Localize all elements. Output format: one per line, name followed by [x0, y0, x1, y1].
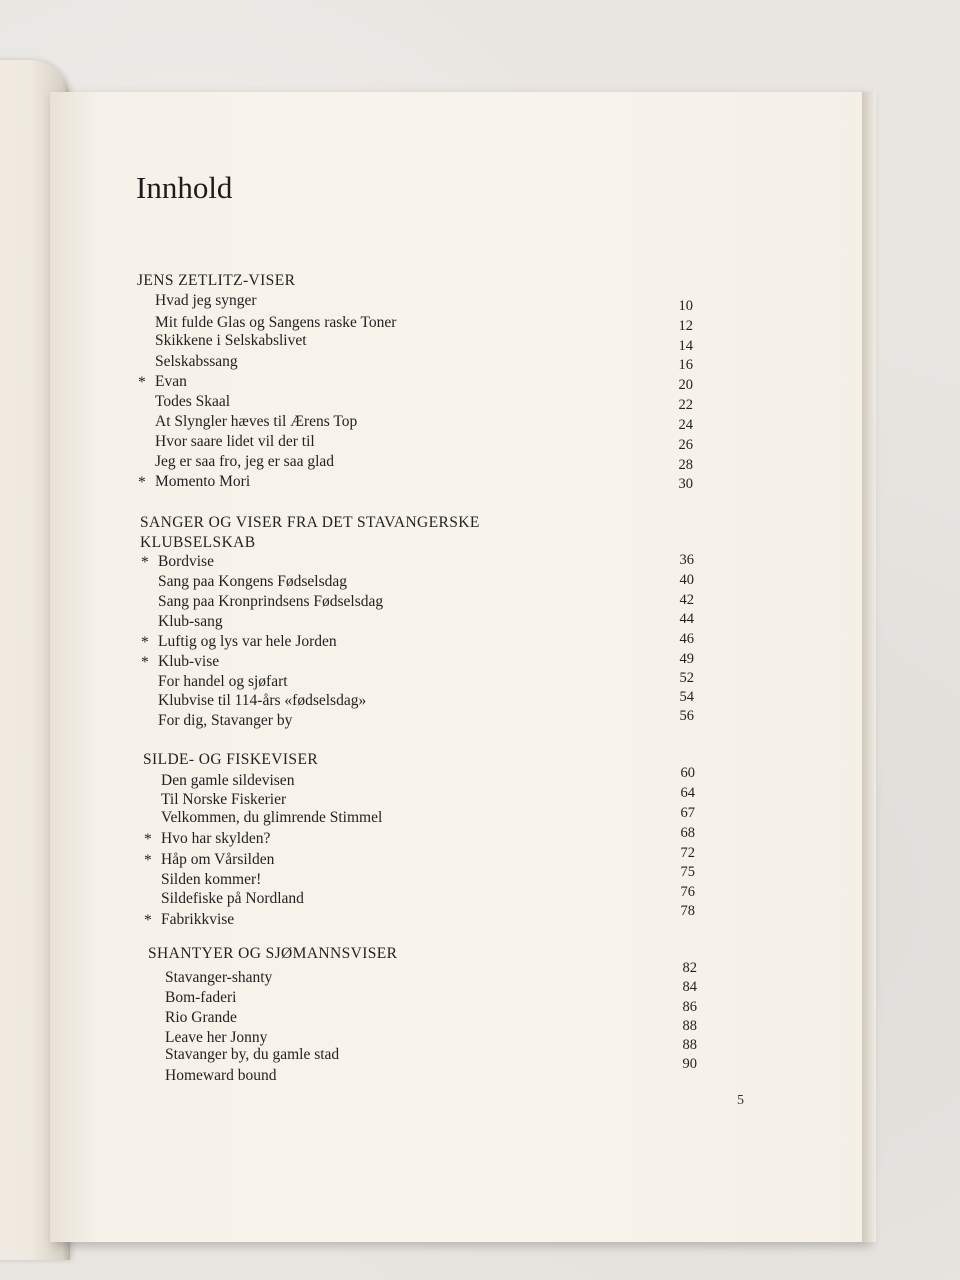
toc-entry-page: 49 [679, 651, 694, 667]
toc-entry-page: 75 [680, 864, 695, 880]
toc-entry-title: Bordvise [158, 553, 214, 570]
toc-entry-title: Til Norske Fiskerier [161, 791, 287, 808]
toc-entry-title: Todes Skaal [155, 393, 231, 410]
toc-entry-page: 67 [680, 805, 695, 821]
toc-entry-page: 84 [682, 979, 697, 995]
section-heading: SANGER OG VISER FRA DET STAVANGERSKE [140, 514, 480, 531]
entry-marker: * [138, 474, 146, 491]
toc-entry-title: Sang paa Kongens Fødselsdag [158, 573, 347, 590]
toc-entry-page: 68 [680, 825, 695, 841]
toc-entry-title: Leave her Jonny [165, 1029, 268, 1046]
toc-entry-title: Selskabssang [155, 353, 238, 370]
toc-entry-title: Klub-sang [158, 613, 223, 630]
toc-entry-title: Hvo har skylden? [161, 830, 271, 847]
toc-entry-title: Bom-faderi [165, 989, 237, 1006]
section-heading: SHANTYER OG SJØMANNSVISER [148, 945, 398, 962]
toc-entry-page: 88 [682, 1018, 697, 1034]
toc-entry-page: 90 [682, 1056, 697, 1072]
toc-entry-page: 36 [679, 552, 694, 568]
toc-entry-title: Luftig og lys var hele Jorden [158, 633, 337, 650]
entry-marker: * [144, 831, 152, 848]
toc-entry-page: 56 [679, 708, 694, 724]
toc-entry-page: 16 [678, 357, 693, 373]
toc-entry-title: Jeg er saa fro, jeg er saa glad [155, 453, 335, 470]
toc-entry-title: Fabrikkvise [161, 911, 235, 928]
toc-entry-title: Rio Grande [165, 1009, 237, 1026]
toc-entry-title: Velkommen, du glimrende Stimmel [161, 809, 383, 826]
toc-entry-page: 24 [678, 417, 693, 433]
toc-entry-page: 46 [679, 631, 694, 647]
toc-entry-title: Klub-vise [158, 653, 220, 670]
toc-entry-title: Hvor saare lidet vil der til [155, 433, 315, 450]
toc-entry-title: For dig, Stavanger by [158, 712, 293, 729]
entry-marker: * [144, 912, 152, 929]
toc-entry-title: Homeward bound [165, 1067, 277, 1084]
toc-entry-page: 52 [679, 670, 694, 686]
toc-entry-page: 64 [680, 785, 695, 801]
entry-marker: * [141, 654, 149, 671]
toc-entry-title: Hvad jeg synger [155, 292, 257, 309]
page-title: Innhold [136, 170, 233, 205]
section-heading: KLUBSELSKAB [140, 534, 256, 551]
toc-entry-title: Stavanger-shanty [165, 969, 273, 986]
toc-entry-page: 60 [680, 765, 695, 781]
toc-entry-page: 28 [678, 457, 693, 473]
toc-entry-page: 14 [678, 338, 693, 354]
toc-entry-title: Klubvise til 114-års «fødselsdag» [158, 692, 367, 709]
toc-entry-title: Silden kommer! [161, 871, 262, 888]
toc-entry-title: For handel og sjøfart [158, 673, 288, 690]
toc-entry-page: 88 [682, 1037, 697, 1053]
toc-entry-page: 54 [679, 689, 694, 705]
toc-entry-page: 72 [680, 845, 695, 861]
toc-entry-page: 76 [680, 884, 695, 900]
toc-entry-title: Skikkene i Selskabslivet [155, 332, 307, 349]
toc-entry-title: At Slyngler hæves til Ærens Top [155, 413, 358, 430]
toc-entry-title: Mit fulde Glas og Sangens raske Toner [155, 314, 397, 331]
toc-entry-page: 12 [678, 318, 693, 334]
toc-entry-title: Momento Mori [155, 473, 251, 490]
toc-entry-title: Sang paa Kronprindsens Fødselsdag [158, 593, 384, 610]
toc-entry-title: Den gamle sildevisen [161, 772, 295, 789]
toc-entry-page: 30 [678, 476, 693, 492]
toc-entry-page: 86 [682, 999, 697, 1015]
toc-entry-page: 26 [678, 437, 693, 453]
toc-entry-title: Evan [155, 373, 187, 390]
toc-entry-page: 44 [679, 611, 694, 627]
entry-marker: * [141, 554, 149, 571]
entry-marker: * [144, 852, 152, 869]
toc-entry-page: 42 [679, 592, 694, 608]
entry-marker: * [141, 634, 149, 651]
toc-entry-page: 82 [682, 960, 697, 976]
entry-marker: * [138, 374, 146, 391]
toc-entry-title: Håp om Vårsilden [161, 851, 275, 868]
toc-entry-page: 78 [680, 903, 695, 919]
toc-entry-title: Sildefiske på Nordland [161, 890, 304, 907]
toc-entry-title: Stavanger by, du gamle stad [165, 1046, 340, 1063]
section-heading: SILDE- OG FISKEVISER [143, 751, 319, 768]
toc-entry-page: 10 [678, 298, 693, 314]
page-number: 5 [737, 1093, 744, 1108]
toc-entry-page: 40 [679, 572, 694, 588]
section-heading: JENS ZETLITZ-VISER [137, 272, 296, 289]
toc-entry-page: 22 [678, 397, 693, 413]
toc-entry-page: 20 [678, 377, 693, 393]
